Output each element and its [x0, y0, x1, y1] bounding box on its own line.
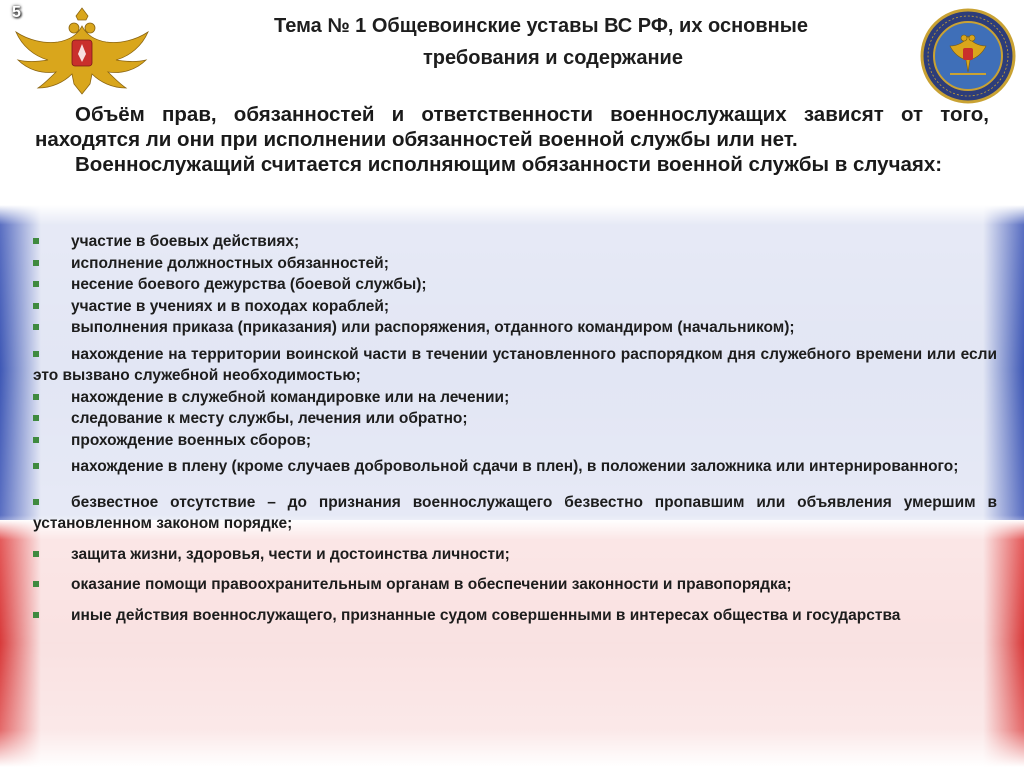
list-item: безвестное отсутствие – до признания военнослужащего безвестно пропавшим или объявления умершим в установленном законом порядке;	[33, 493, 997, 532]
bullet-square-icon	[33, 551, 39, 557]
list-item: нахождение на территории воинской части в течении установленного распорядком дня служебного времени или если это вызвано служебной необходимостью;	[33, 345, 997, 384]
bullet-square-icon	[33, 324, 39, 330]
bullet-square-icon	[33, 238, 39, 244]
bullet-square-icon	[33, 463, 39, 469]
bullet-square-icon	[33, 351, 39, 357]
title-line-2: требования и содержание	[423, 47, 683, 69]
bullet-square-icon	[33, 612, 39, 618]
round-eagle-seal-emblem-icon	[920, 8, 1016, 104]
list-item: участие в учениях и в походах кораблей;	[30, 296, 997, 318]
bullet-square-icon	[33, 303, 39, 309]
title-line-1: Тема № 1 Общевоинские уставы ВС РФ, их основные	[274, 15, 808, 37]
slide-number: 5	[12, 4, 21, 21]
list-item: исполнение должностных обязанностей;	[30, 253, 997, 275]
bullet-square-icon	[33, 281, 39, 287]
list-item: участие в боевых действиях;	[30, 231, 997, 253]
intro-paragraph-1: Объём прав, обязанностей и ответственности военнослужащих зависят от того, находятся ли они при исполнении обязанностей военной службы или нет.	[35, 103, 989, 151]
list-item: прохождение военных сборов;	[30, 430, 997, 452]
list-item: выполнения приказа (приказания) или распоряжения, отданного командиром (начальником);	[30, 317, 997, 339]
double-headed-eagle-emblem-icon	[8, 6, 156, 102]
list-item: нахождение в служебной командировке или на лечении;	[30, 387, 997, 409]
slide-title	[168, 10, 914, 74]
list-item: нахождение в плену (кроме случаев добровольной сдачи в плен), в положении заложника или интернированного;	[30, 456, 997, 478]
bullet-square-icon	[33, 394, 39, 400]
intro-paragraph-2: Военнослужащий считается исполняющим обязанности военной службы в случаях:	[75, 153, 943, 176]
bullet-square-icon	[33, 499, 39, 505]
duty-cases-list	[30, 231, 997, 626]
list-item: несение боевого дежурства (боевой службы);	[30, 274, 997, 296]
bullet-square-icon	[33, 581, 39, 587]
list-item: следование к месту службы, лечения или обратно;	[30, 408, 997, 430]
intro-text	[35, 103, 989, 178]
bullet-square-icon	[33, 415, 39, 421]
bullet-square-icon	[33, 437, 39, 443]
list-item: оказание помощи правоохранительным органам в обеспечении законности и правопорядка;	[30, 574, 997, 596]
list-item: защита жизни, здоровья, чести и достоинства личности;	[30, 544, 997, 566]
list-item: иные действия военнослужащего, признанные судом совершенными в интересах общества и государства	[30, 605, 997, 627]
bullet-square-icon	[33, 260, 39, 266]
